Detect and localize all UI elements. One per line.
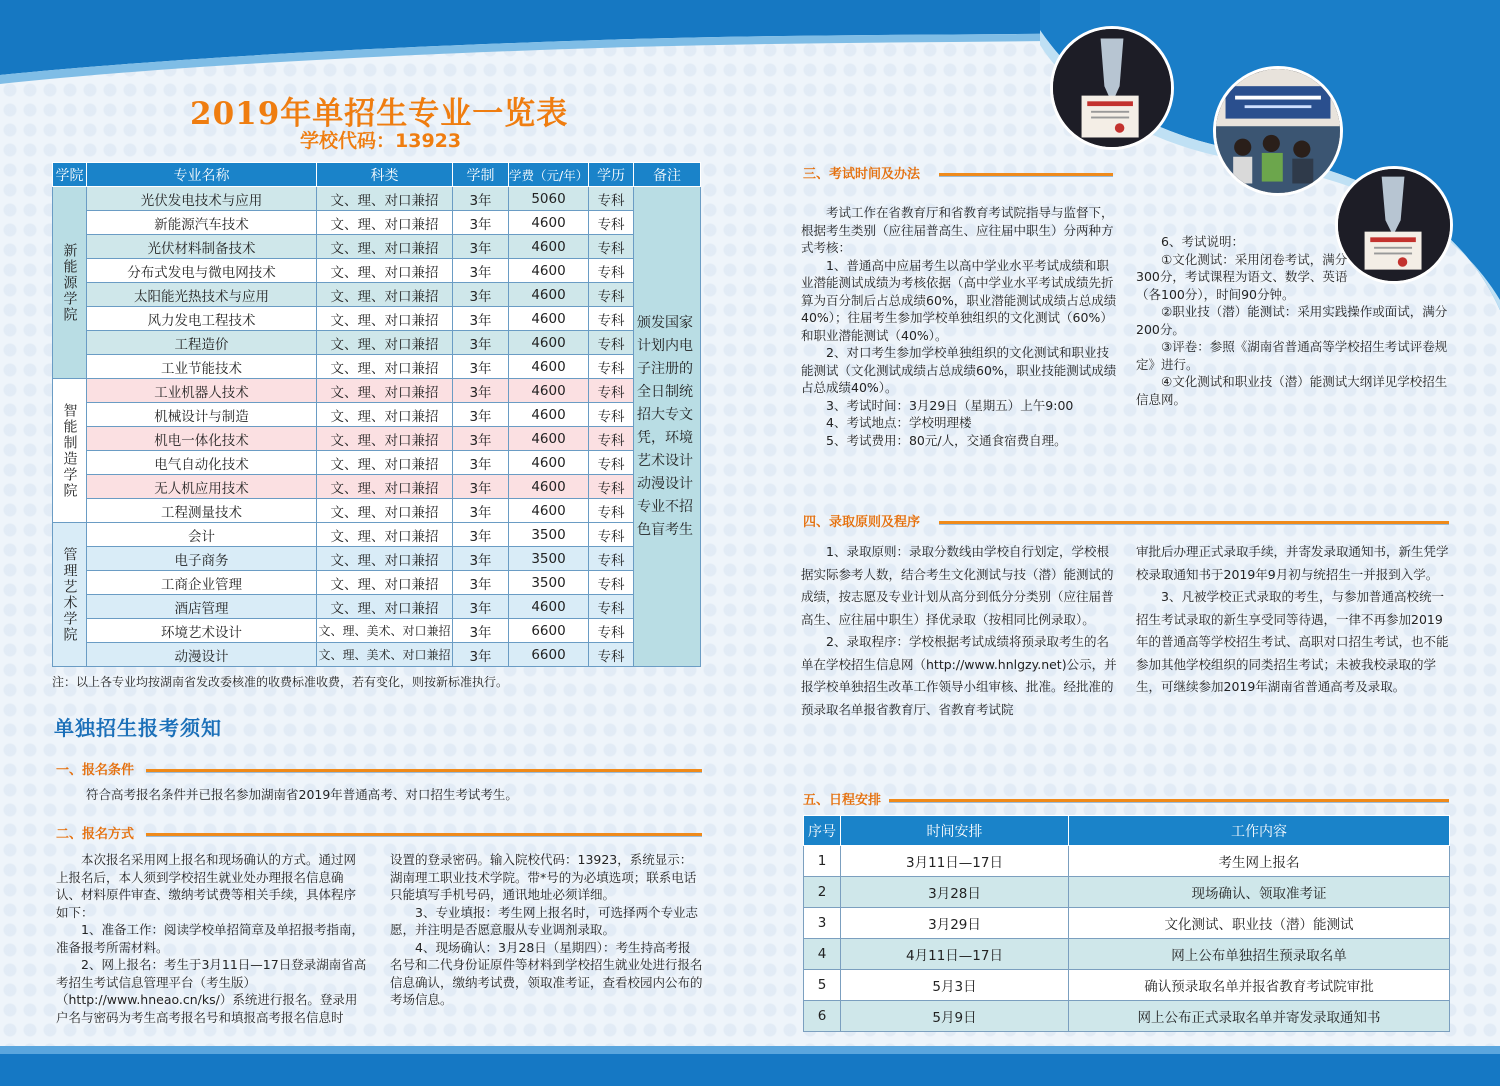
cell-years: 3年 xyxy=(453,571,509,595)
note-cell: 颁发国家计划内电子注册的全日制统招大专文凭，环境艺术设计动漫设计专业不招色盲考生 xyxy=(634,187,701,667)
cell-fee: 4600 xyxy=(509,403,589,427)
cell-no: 4 xyxy=(804,939,841,970)
cell-fee: 4600 xyxy=(509,235,589,259)
table-row xyxy=(804,1001,1450,1032)
cell-fee: 4600 xyxy=(509,307,589,331)
section-heading-2 xyxy=(56,823,702,841)
cell-degree: 专科 xyxy=(589,451,634,475)
paragraph: 2、录取程序：学校根据考试成绩将预录取考生的名单在学校招生信息网（http://www.hnlgzy.net)公示，并报学校单独招生改革工作领导小组审核、批准。经批准的预录取名单报省教育厅、省教育考试院 xyxy=(801,634,1117,717)
section-divider xyxy=(939,173,1113,176)
table-row xyxy=(53,355,701,379)
cell-years: 3年 xyxy=(453,211,509,235)
cell-degree: 专科 xyxy=(589,235,634,259)
cell-years: 3年 xyxy=(453,475,509,499)
cell-name: 工商企业管理 xyxy=(87,571,317,595)
cell-time: 5月9日 xyxy=(841,1001,1069,1032)
table-row xyxy=(53,475,701,499)
cell-name: 无人机应用技术 xyxy=(87,475,317,499)
cell-task: 文化测试、职业技（潜）能测试 xyxy=(1069,908,1450,939)
paragraph: 2、对口考生参加学校单独组织的文化测试和职业技能测试（文化测试成绩占总成绩60%，职业技能测试成绩占总成绩40%）。 xyxy=(801,345,1117,395)
cell-name: 工程测量技术 xyxy=(87,499,317,523)
cell-time: 4月11日—17日 xyxy=(841,939,1069,970)
col-college: 学院 xyxy=(53,163,87,187)
cell-name: 分布式发电与微电网技术 xyxy=(87,259,317,283)
cell-years: 3年 xyxy=(453,307,509,331)
cell-fee: 4600 xyxy=(509,499,589,523)
cell-type: 文、理、对口兼招 xyxy=(317,187,453,211)
section-2-left xyxy=(56,851,368,1026)
table-row xyxy=(53,427,701,451)
paragraph: 3、专业填报：考生网上报名时，可选择两个专业志愿，并注明是否愿意服从专业调剂录取。 xyxy=(390,904,698,937)
cell-degree: 专科 xyxy=(589,331,634,355)
table-row xyxy=(53,259,701,283)
cell-years: 3年 xyxy=(453,355,509,379)
cell-fee: 4600 xyxy=(509,595,589,619)
table-row xyxy=(804,970,1450,1001)
section-3-right xyxy=(1136,233,1450,408)
cell-fee: 4600 xyxy=(509,379,589,403)
cell-degree: 专科 xyxy=(589,307,634,331)
section-divider xyxy=(939,521,1449,524)
paragraph: 符合高考报名条件并已报名参加湖南省2019年普通高考、对口招生考试考生。 xyxy=(86,787,518,802)
section-heading-label: 一、报名条件 xyxy=(56,763,135,778)
cell-years: 3年 xyxy=(453,331,509,355)
table-row xyxy=(53,499,701,523)
page-title: 2019年单招生专业一览表 xyxy=(190,96,569,132)
section-heading-label: 四、录取原则及程序 xyxy=(803,515,921,530)
cell-fee: 3500 xyxy=(509,571,589,595)
cell-fee: 4600 xyxy=(509,451,589,475)
cell-no: 6 xyxy=(804,1001,841,1032)
table-row xyxy=(53,595,701,619)
cell-name: 会计 xyxy=(87,523,317,547)
table-row xyxy=(804,877,1450,908)
cell-name: 光伏材料制备技术 xyxy=(87,235,317,259)
cell-years: 3年 xyxy=(453,427,509,451)
cell-task: 考生网上报名 xyxy=(1069,846,1450,877)
paragraph: 设置的登录密码。输入院校代码：13923，系统显示：湖南理工职业技术学院。带*号的为必填选项；联系电话只能填写手机号码，通讯地址必须详细。 xyxy=(390,852,697,902)
cell-degree: 专科 xyxy=(589,571,634,595)
cell-type: 文、理、美术、对口兼招 xyxy=(317,643,453,667)
table-row xyxy=(53,451,701,475)
col-fee: 学费（元/年） xyxy=(509,163,589,187)
cell-degree: 专科 xyxy=(589,499,634,523)
cell-years: 3年 xyxy=(453,379,509,403)
cell-degree: 专科 xyxy=(589,355,634,379)
cell-degree: 专科 xyxy=(589,523,634,547)
cell-years: 3年 xyxy=(453,595,509,619)
cell-name: 酒店管理 xyxy=(87,595,317,619)
majors-table-header xyxy=(53,163,701,187)
cell-name: 电气自动化技术 xyxy=(87,451,317,475)
cell-no: 5 xyxy=(804,970,841,1001)
cell-name: 光伏发电技术与应用 xyxy=(87,187,317,211)
classroom-photo xyxy=(1213,66,1343,196)
cell-years: 3年 xyxy=(453,259,509,283)
cell-no: 1 xyxy=(804,846,841,877)
col-years: 学制 xyxy=(453,163,509,187)
col-type: 科类 xyxy=(317,163,453,187)
cell-type: 文、理、对口兼招 xyxy=(317,283,453,307)
cell-task: 现场确认、领取准考证 xyxy=(1069,877,1450,908)
cell-fee: 4600 xyxy=(509,355,589,379)
cell-years: 3年 xyxy=(453,523,509,547)
paragraph: 3、考试时间：3月29日（星期五）上午9:00 xyxy=(826,397,1074,413)
section-4-right xyxy=(1136,541,1450,699)
bottom-band xyxy=(0,1054,1500,1086)
schedule-header xyxy=(804,816,1450,846)
section-divider xyxy=(889,799,1449,802)
school-code: 学校代码：13923 xyxy=(300,130,462,152)
cell-task: 确认预录取名单并报省教育考试院审批 xyxy=(1069,970,1450,1001)
cell-type: 文、理、对口兼招 xyxy=(317,427,453,451)
table-row xyxy=(53,547,701,571)
col-major: 专业名称 xyxy=(87,163,317,187)
col-note: 备注 xyxy=(634,163,701,187)
cell-time: 5月3日 xyxy=(841,970,1069,1001)
cell-years: 3年 xyxy=(453,403,509,427)
cell-name: 太阳能光热技术与应用 xyxy=(87,283,317,307)
section-heading-4 xyxy=(803,511,1449,529)
paragraph: 考试工作在省教育厅和省教育考试院指导与监督下，根据考生类别（应往届普高生、应往届中职生）分两种方式考核： xyxy=(801,205,1114,255)
paragraph: ①文化测试：采用闭卷考试，满分300分，考试课程为语文、数学、英语（各100分），时间90分钟。 xyxy=(1136,251,1348,302)
section-heading-3 xyxy=(803,163,1113,181)
cell-name: 电子商务 xyxy=(87,547,317,571)
paragraph: 1、准备工作：阅读学校单招简章及单招报考指南，准备报考所需材料。 xyxy=(56,922,364,955)
cell-type: 文、理、对口兼招 xyxy=(317,499,453,523)
cell-type: 文、理、对口兼招 xyxy=(317,331,453,355)
paragraph: 3、凡被学校正式录取的考生，与参加普通高校统一招生考试录取的新生享受同等待遇，一律不再参加2019年的普通高等学校招生考试、高职对口招生考试，也不能参加其他学校组织的同类招生考试；未被我校录取的学生，可继续参加2019年湖南省普通高考及录取。 xyxy=(1136,589,1449,694)
section-2-right xyxy=(390,851,703,1009)
cell-degree: 专科 xyxy=(589,547,634,571)
cell-no: 3 xyxy=(804,908,841,939)
col-time: 时间安排 xyxy=(841,816,1069,846)
cell-degree: 专科 xyxy=(589,475,634,499)
trophy-photo-top xyxy=(1050,26,1174,150)
majors-table xyxy=(52,162,701,667)
table-footnote: 注：以上各专业均按湖南省发改委核准的收费标准收费，若有变化，则按新标准执行。 xyxy=(52,675,509,689)
cell-degree: 专科 xyxy=(589,403,634,427)
cell-years: 3年 xyxy=(453,235,509,259)
cell-fee: 3500 xyxy=(509,523,589,547)
section-heading-label: 五、日程安排 xyxy=(803,793,882,808)
col-degree: 学历 xyxy=(589,163,634,187)
table-row xyxy=(53,211,701,235)
cell-type: 文、理、对口兼招 xyxy=(317,547,453,571)
table-row xyxy=(53,379,701,403)
cell-name: 工业节能技术 xyxy=(87,355,317,379)
cell-type: 文、理、对口兼招 xyxy=(317,523,453,547)
cell-years: 3年 xyxy=(453,619,509,643)
cell-task: 网上公布单独招生预录取名单 xyxy=(1069,939,1450,970)
cell-fee: 4600 xyxy=(509,259,589,283)
paragraph: 6、考试说明： xyxy=(1161,234,1244,249)
cell-type: 文、理、对口兼招 xyxy=(317,355,453,379)
table-row xyxy=(53,331,701,355)
cell-fee: 4600 xyxy=(509,427,589,451)
cell-fee: 3500 xyxy=(509,547,589,571)
cell-time: 3月29日 xyxy=(841,908,1069,939)
cell-fee: 4600 xyxy=(509,331,589,355)
cell-fee: 4600 xyxy=(509,211,589,235)
section-3-left xyxy=(801,204,1119,449)
cell-years: 3年 xyxy=(453,499,509,523)
section-heading-label: 二、报名方式 xyxy=(56,827,135,842)
cell-years: 3年 xyxy=(453,643,509,667)
table-row xyxy=(804,908,1450,939)
cell-degree: 专科 xyxy=(589,187,634,211)
cell-type: 文、理、对口兼招 xyxy=(317,307,453,331)
cell-name: 机械设计与制造 xyxy=(87,403,317,427)
paragraph: 1、普通高中应届考生以高中学业水平考试成绩和职业潜能测试成绩为考核依据（高中学业水平考试成绩先折算为百分制后占总成绩60%，职业潜能测试成绩占总成绩40%）；往届考生参加学校单独组织的文化测试（60%）和职业潜能测试（40%）。 xyxy=(801,257,1117,343)
cell-type: 文、理、美术、对口兼招 xyxy=(317,619,453,643)
cell-no: 2 xyxy=(804,877,841,908)
paragraph: 5、考试费用：80元/人，交通食宿费自理。 xyxy=(826,432,1067,448)
cell-name: 工业机器人技术 xyxy=(87,379,317,403)
cell-name: 风力发电工程技术 xyxy=(87,307,317,331)
cell-type: 文、理、对口兼招 xyxy=(317,379,453,403)
college-cell: 管理艺术学院 xyxy=(53,523,87,667)
table-row xyxy=(53,619,701,643)
schedule-table xyxy=(803,815,1450,1032)
paragraph: 2、网上报名：考生于3月11日—17日登录湖南省高考招生考试信息管理平台（考生版）（http://www.hneao.cn/ks/）系统进行报名。登录用户名与密码为考生高考报名号和填报高考报名信息时 xyxy=(56,957,367,1025)
cell-type: 文、理、对口兼招 xyxy=(317,475,453,499)
college-cell: 新能源学院 xyxy=(53,187,87,379)
table-row xyxy=(53,283,701,307)
cell-name: 机电一体化技术 xyxy=(87,427,317,451)
table-row xyxy=(53,307,701,331)
table-row xyxy=(53,523,701,547)
table-row xyxy=(53,403,701,427)
cell-time: 3月28日 xyxy=(841,877,1069,908)
cell-degree: 专科 xyxy=(589,379,634,403)
cell-degree: 专科 xyxy=(589,283,634,307)
cell-years: 3年 xyxy=(453,187,509,211)
cell-fee: 5060 xyxy=(509,187,589,211)
cell-degree: 专科 xyxy=(589,259,634,283)
cell-fee: 6600 xyxy=(509,619,589,643)
paragraph: 4、现场确认：3月28日（星期四）：考生持高考报名号和二代身份证原件等材料到学校招生就业处进行报名信息确认，缴纳考试费，领取准考证，查看校园内公布的考场信息。 xyxy=(390,939,703,1007)
table-row xyxy=(53,571,701,595)
table-row xyxy=(804,846,1450,877)
notice-title: 单独招生报考须知 xyxy=(54,716,222,740)
paragraph: 1、录取原则：录取分数线由学校自行划定，学校根据实际参考人数，结合考生文化测试与技（潜）能测试的成绩，按志愿及专业计划从高分到低分分类别（应往届普高生、应往届中职生）择优录取（按相同比例录取）。 xyxy=(801,544,1114,627)
paragraph: ④文化测试和职业技（潜）能测试大纲详见学校招生信息网。 xyxy=(1136,374,1448,407)
cell-years: 3年 xyxy=(453,547,509,571)
col-no: 序号 xyxy=(804,816,841,846)
cell-task: 网上公布正式录取名单并寄发录取通知书 xyxy=(1069,1001,1450,1032)
table-row xyxy=(53,643,701,667)
cell-type: 文、理、对口兼招 xyxy=(317,595,453,619)
cell-fee: 4600 xyxy=(509,475,589,499)
paragraph: 4、考试地点：学校明理楼 xyxy=(826,415,972,430)
cell-type: 文、理、对口兼招 xyxy=(317,403,453,427)
cell-name: 工程造价 xyxy=(87,331,317,355)
cell-degree: 专科 xyxy=(589,211,634,235)
cell-name: 新能源汽车技术 xyxy=(87,211,317,235)
cell-years: 3年 xyxy=(453,283,509,307)
paragraph: ③评卷：参照《湖南省普通高等学校招生考试评卷规定》进行。 xyxy=(1136,339,1448,372)
cell-degree: 专科 xyxy=(589,619,634,643)
section-divider xyxy=(146,769,702,772)
cell-degree: 专科 xyxy=(589,595,634,619)
cell-type: 文、理、对口兼招 xyxy=(317,259,453,283)
paragraph: 审批后办理正式录取手续，并寄发录取通知书，新生凭学校录取通知书于2019年9月初与统招生一并报到入学。 xyxy=(1136,544,1449,582)
section-heading-label: 三、考试时间及办法 xyxy=(803,167,921,182)
table-row xyxy=(804,939,1450,970)
cell-fee: 4600 xyxy=(509,283,589,307)
section-1-text xyxy=(86,786,696,804)
college-cell: 智能制造学院 xyxy=(53,379,87,523)
cell-type: 文、理、对口兼招 xyxy=(317,451,453,475)
section-heading-1 xyxy=(56,759,702,777)
cell-name: 动漫设计 xyxy=(87,643,317,667)
cell-type: 文、理、对口兼招 xyxy=(317,211,453,235)
table-row xyxy=(53,187,701,211)
cell-fee: 6600 xyxy=(509,643,589,667)
section-divider xyxy=(146,833,702,836)
section-heading-5 xyxy=(803,789,1449,807)
cell-name: 环境艺术设计 xyxy=(87,619,317,643)
cell-type: 文、理、对口兼招 xyxy=(317,235,453,259)
paragraph: ②职业技（潜）能测试：采用实践操作或面试，满分200分。 xyxy=(1136,304,1448,337)
col-task: 工作内容 xyxy=(1069,816,1450,846)
cell-type: 文、理、对口兼招 xyxy=(317,571,453,595)
section-4-left xyxy=(801,541,1117,721)
cell-degree: 专科 xyxy=(589,643,634,667)
cell-time: 3月11日—17日 xyxy=(841,846,1069,877)
table-row xyxy=(53,235,701,259)
cell-degree: 专科 xyxy=(589,427,634,451)
paragraph: 本次报名采用网上报名和现场确认的方式。通过网上报名后，本人须到学校招生就业处办理报名信息确认、材料原件审查、缴纳考试费等相关手续，具体程序如下： xyxy=(56,852,357,920)
cell-years: 3年 xyxy=(453,451,509,475)
